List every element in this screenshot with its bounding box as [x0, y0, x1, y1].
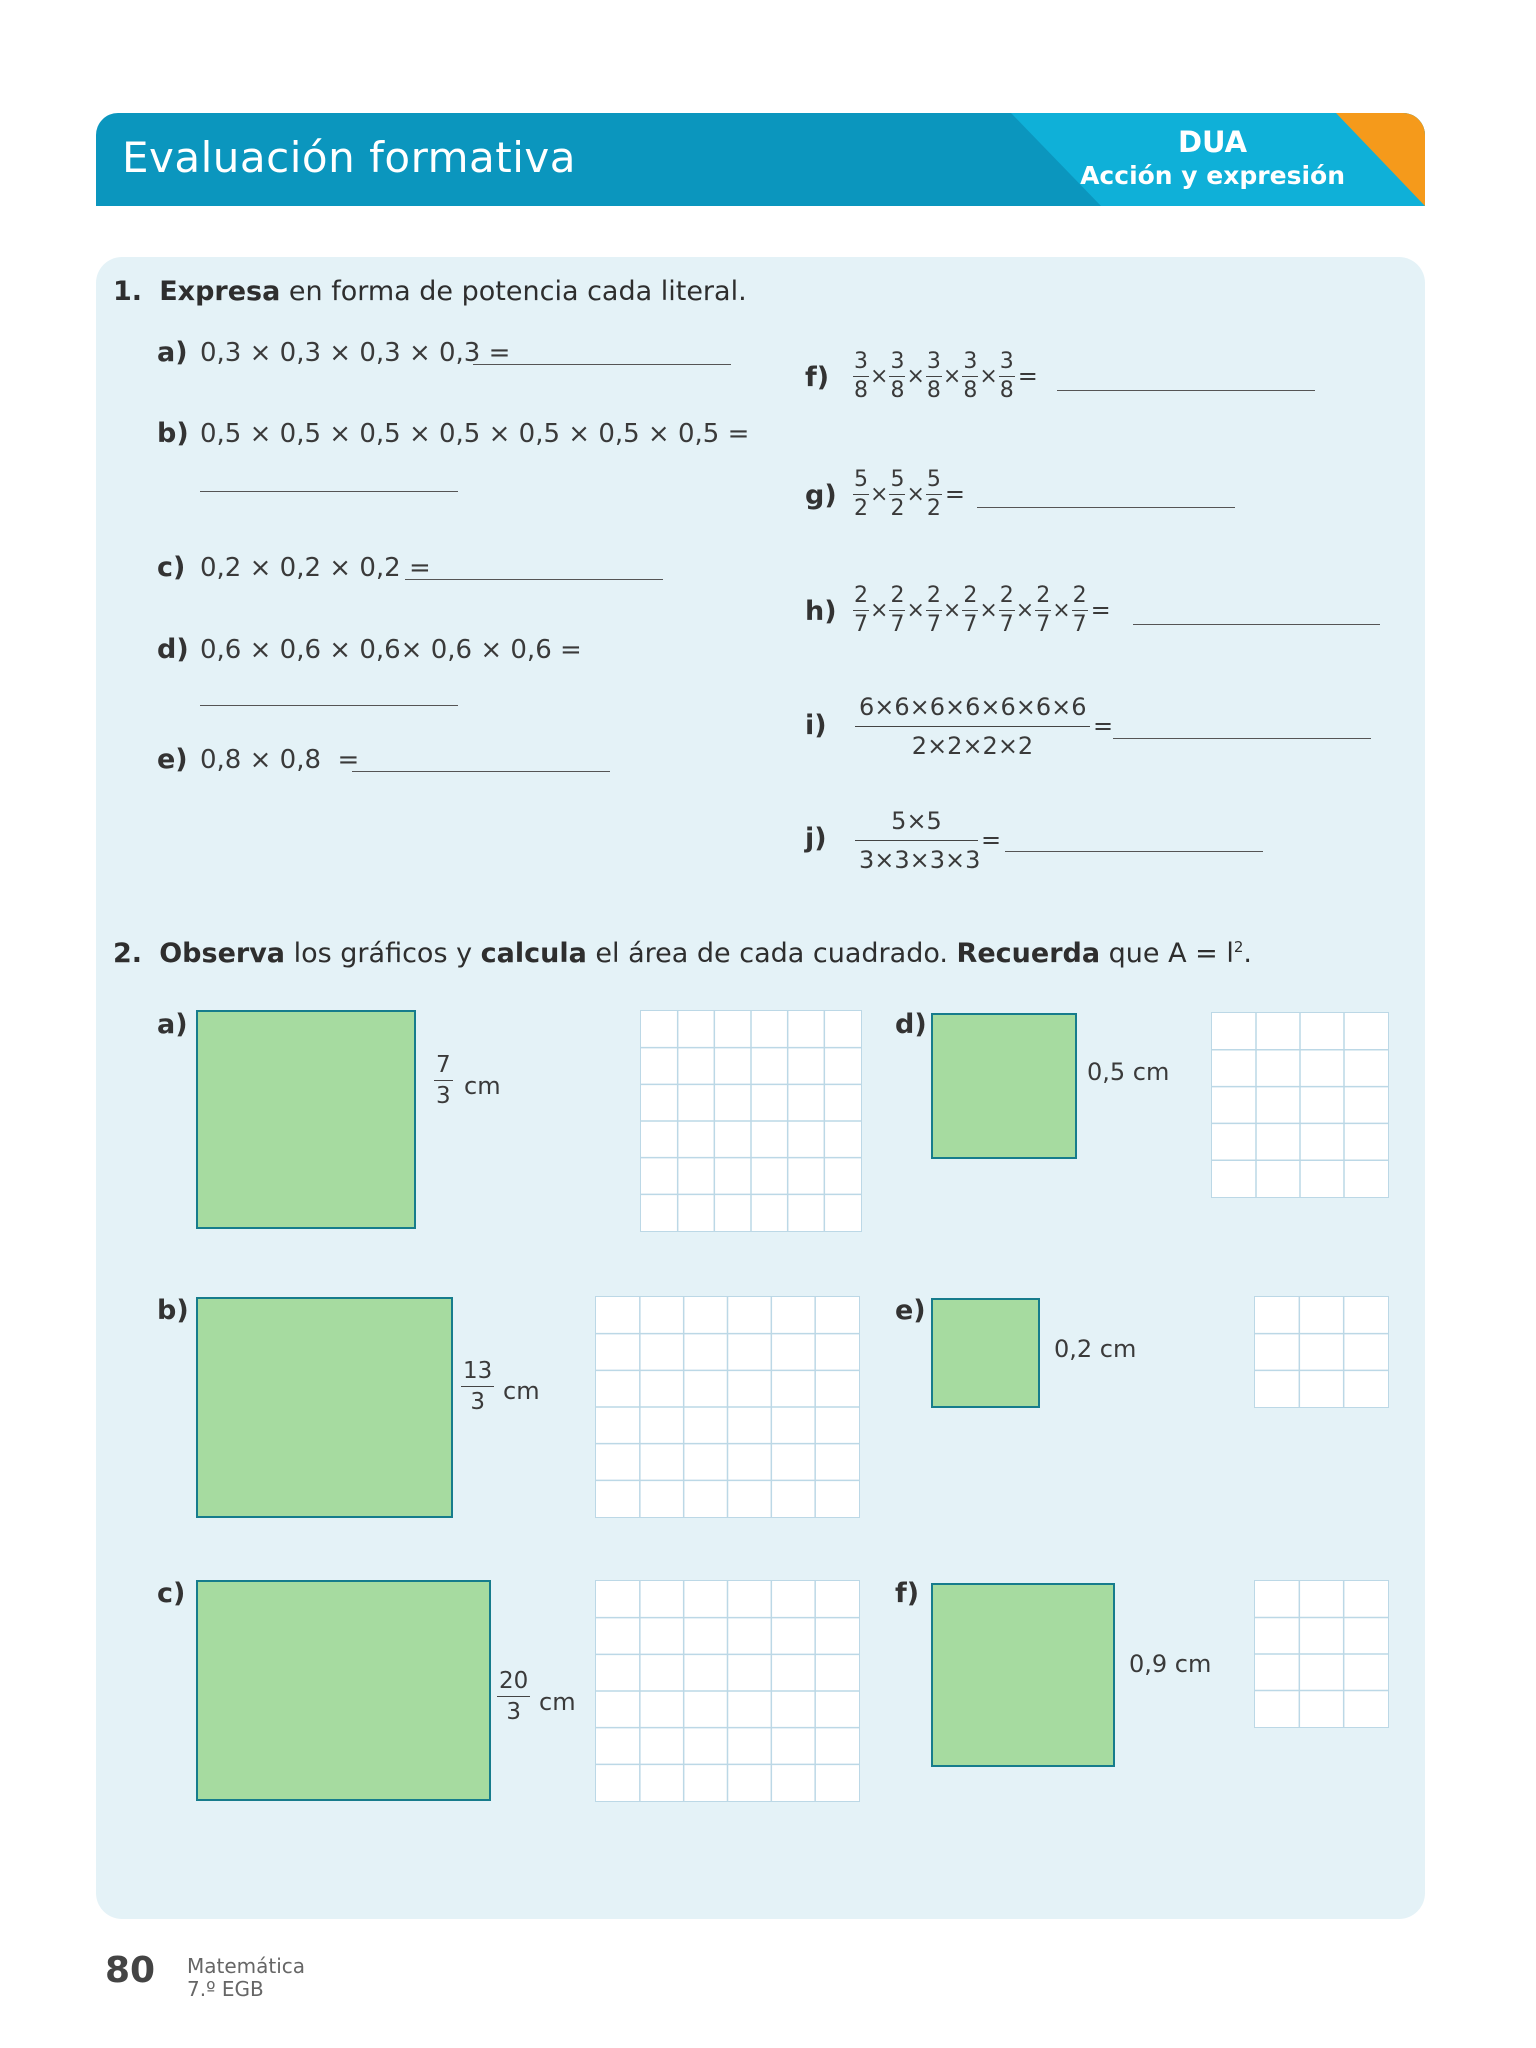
- q2c-unit: cm: [539, 1688, 576, 1716]
- q1h-denominator: 7: [890, 611, 905, 637]
- times-sign: ×: [906, 363, 925, 389]
- q1a-answer-line[interactable]: [473, 364, 731, 365]
- q1h-denominator: 7: [1072, 611, 1087, 637]
- q2-text-2: el área de cada cuadrado.: [586, 938, 957, 969]
- equals-sign: =: [1090, 596, 1111, 624]
- q1j-denominator: 3×3×3×3: [855, 840, 978, 874]
- q1g-numerator: 5: [854, 467, 868, 492]
- q1g-fraction: [926, 466, 942, 522]
- q1f-fraction: [926, 348, 942, 404]
- q1j-answer-line[interactable]: [1005, 851, 1263, 852]
- q2-exponent: 2: [1233, 938, 1244, 956]
- q1-number: 1.: [113, 276, 143, 307]
- q1f-denominator: 8: [890, 377, 905, 403]
- q2b-square: [196, 1297, 453, 1518]
- page-title: Evaluación formativa: [122, 133, 576, 182]
- q1f-numerator: 3: [890, 349, 905, 374]
- grid-lines: [641, 1011, 861, 1231]
- q1g-fraction: [889, 466, 905, 522]
- q1f-numerator: 3: [999, 349, 1014, 374]
- times-sign: ×: [979, 597, 998, 623]
- q1f-answer-line[interactable]: [1057, 390, 1315, 391]
- q1f-denominator: 8: [999, 377, 1014, 403]
- q2a-side-fraction: [434, 1052, 453, 1109]
- q2c-answer-grid[interactable]: [595, 1580, 860, 1802]
- q1g-denominator: 2: [890, 495, 905, 521]
- q1g-answer-line[interactable]: [977, 507, 1235, 508]
- q1h-denominator: 7: [999, 611, 1014, 637]
- q2e-square: [931, 1298, 1040, 1408]
- q2a-answer-grid[interactable]: [640, 1010, 862, 1232]
- q1i-numerator: 6×6×6×6×6×6×6: [859, 693, 1087, 721]
- q2f-answer-grid[interactable]: [1254, 1580, 1389, 1728]
- times-sign: ×: [1015, 597, 1035, 623]
- q1f-expression: [853, 348, 1038, 404]
- q2a-unit: cm: [464, 1072, 501, 1100]
- q2d-side-value: 0,5 cm: [1087, 1058, 1170, 1086]
- page-number: 80: [105, 1950, 156, 1991]
- q2d-square: [931, 1013, 1077, 1159]
- equals-sign: =: [944, 480, 965, 508]
- q1h-fraction: [889, 582, 905, 638]
- q1h-answer-line[interactable]: [1133, 624, 1380, 625]
- q2b-denominator: 3: [461, 1386, 494, 1415]
- q2a-denominator: 3: [434, 1080, 453, 1109]
- q1h-numerator: 2: [854, 583, 868, 608]
- q1h-numerator: 2: [890, 583, 905, 608]
- grid-lines: [596, 1581, 859, 1801]
- q1h-label: h): [805, 596, 837, 627]
- q1h-denominator: 7: [963, 611, 978, 637]
- q2c-side-fraction: [497, 1668, 530, 1725]
- subject-name: Matemática: [187, 1954, 306, 1978]
- q1d-label: d): [157, 634, 189, 665]
- q1h-denominator: 7: [1036, 611, 1051, 637]
- equals-sign: =: [1017, 362, 1038, 390]
- q1h-fraction: [1035, 582, 1051, 638]
- q2-verb-recuerda: Recuerda: [956, 938, 1101, 969]
- q1h-numerator: 2: [1072, 583, 1087, 608]
- times-sign: ×: [942, 597, 962, 623]
- times-sign: ×: [979, 363, 998, 389]
- q2b-answer-grid[interactable]: [595, 1296, 860, 1518]
- q2d-answer-grid[interactable]: [1211, 1012, 1389, 1198]
- q1i-fraction: [855, 693, 1090, 760]
- q2f-square: [931, 1583, 1115, 1767]
- q1f-numerator: 3: [854, 349, 868, 374]
- q1f-denominator: 8: [854, 377, 868, 403]
- q1i-label: i): [805, 710, 827, 741]
- q1j-equals: =: [981, 826, 1002, 854]
- q2f-label: f): [895, 1578, 920, 1609]
- q1-verb: Expresa: [159, 276, 281, 307]
- times-sign: ×: [870, 597, 889, 623]
- q1h-fraction: [1072, 582, 1088, 638]
- q1d-expression: 0,6 × 0,6 × 0,6× 0,6 × 0,6 =: [200, 635, 582, 665]
- q1e-label: e): [157, 744, 188, 775]
- q1c-expression: 0,2 × 0,2 × 0,2 =: [200, 553, 431, 583]
- q2c-label: c): [157, 1578, 186, 1609]
- q1c-answer-line[interactable]: [405, 579, 663, 580]
- grid-lines: [1212, 1013, 1388, 1197]
- grid-lines: [596, 1297, 859, 1517]
- q1h-fraction: [853, 582, 869, 638]
- grid-lines: [1255, 1297, 1388, 1407]
- q2f-side-value: 0,9 cm: [1129, 1650, 1212, 1678]
- q1d-answer-line[interactable]: [200, 705, 458, 706]
- q2-verb-observa: Observa: [159, 938, 286, 969]
- q1h-numerator: 2: [963, 583, 978, 608]
- q1f-label: f): [805, 362, 830, 393]
- q1b-label: b): [157, 418, 189, 449]
- q2e-answer-grid[interactable]: [1254, 1296, 1389, 1408]
- q1f-fraction: [853, 348, 869, 404]
- q1j-numerator: 5×5: [891, 807, 942, 835]
- q2a-label: a): [157, 1009, 188, 1040]
- times-sign: ×: [942, 363, 962, 389]
- q1h-fraction: [999, 582, 1015, 638]
- q1h-numerator: 2: [926, 583, 941, 608]
- q2a-numerator: 7: [436, 1052, 451, 1078]
- q1g-expression: [853, 466, 965, 522]
- q2-verb-calcula: calcula: [480, 938, 587, 969]
- q2c-denominator: 3: [497, 1696, 530, 1725]
- header-banner: [96, 113, 1425, 206]
- times-sign: ×: [870, 481, 889, 507]
- q1h-denominator: 7: [854, 611, 868, 637]
- q1i-denominator: 2×2×2×2: [855, 726, 1090, 760]
- q1f-numerator: 3: [963, 349, 978, 374]
- q2a-square: [196, 1010, 416, 1229]
- times-sign: ×: [906, 597, 925, 623]
- q1f-fraction: [962, 348, 978, 404]
- q2b-side-fraction: [461, 1358, 494, 1415]
- q2e-label: e): [895, 1295, 926, 1326]
- grade-name: 7.º EGB: [187, 1977, 264, 2001]
- q1f-fraction: [999, 348, 1015, 404]
- grid-lines: [1255, 1581, 1388, 1727]
- q2-text-1: los gráficos y: [285, 938, 481, 969]
- q2-number: 2.: [113, 938, 143, 969]
- q1g-numerator: 5: [926, 467, 941, 492]
- q1g-denominator: 2: [854, 495, 868, 521]
- q1f-denominator: 8: [926, 377, 941, 403]
- q1f-denominator: 8: [963, 377, 978, 403]
- q1a-label: a): [157, 337, 188, 368]
- q1b-answer-line[interactable]: [200, 491, 458, 492]
- q1h-expression: [853, 582, 1111, 638]
- times-sign: ×: [906, 481, 925, 507]
- q2b-label: b): [157, 1295, 189, 1326]
- q1f-numerator: 3: [926, 349, 941, 374]
- q1e-expression: 0,8 × 0,8 =: [200, 745, 360, 775]
- dua-title: DUA: [1177, 125, 1248, 159]
- q1h-numerator: 2: [1036, 583, 1051, 608]
- q1b-expression: 0,5 × 0,5 × 0,5 × 0,5 × 0,5 × 0,5 × 0,5 =: [200, 419, 750, 449]
- q1-heading: [113, 276, 747, 307]
- q1e-answer-line[interactable]: [352, 771, 610, 772]
- times-sign: ×: [1052, 597, 1071, 623]
- q2c-square: [196, 1580, 491, 1801]
- q2e-side-value: 0,2 cm: [1054, 1335, 1137, 1363]
- q2b-unit: cm: [503, 1377, 540, 1405]
- q1g-label: g): [805, 480, 837, 511]
- q1g-fraction: [853, 466, 869, 522]
- q1a-expression: 0,3 × 0,3 × 0,3 × 0,3 =: [200, 338, 511, 368]
- q2-text-4: .: [1243, 938, 1252, 969]
- q2b-numerator: 13: [463, 1358, 493, 1384]
- q1h-numerator: 2: [999, 583, 1014, 608]
- q1j-fraction: [855, 807, 981, 874]
- q1i-answer-line[interactable]: [1113, 738, 1371, 739]
- times-sign: ×: [870, 363, 889, 389]
- q1-instruction: en forma de potencia cada literal.: [280, 276, 747, 307]
- dua-badge: [1080, 125, 1345, 190]
- q1g-denominator: 2: [926, 495, 941, 521]
- q1i-equals: =: [1093, 712, 1114, 740]
- footer-subject: [187, 1955, 305, 2001]
- dua-subtitle: Acción y expresión: [1080, 161, 1345, 190]
- q1c-label: c): [157, 552, 186, 583]
- q2-heading: [113, 938, 1252, 969]
- q1h-fraction: [962, 582, 978, 638]
- q2d-label: d): [895, 1009, 927, 1040]
- q2c-numerator: 20: [499, 1668, 529, 1694]
- q2-text-3: que A = l: [1100, 938, 1234, 969]
- q1g-numerator: 5: [890, 467, 905, 492]
- q1h-fraction: [926, 582, 942, 638]
- q1h-denominator: 7: [926, 611, 941, 637]
- q1f-fraction: [889, 348, 905, 404]
- q1j-label: j): [805, 823, 827, 854]
